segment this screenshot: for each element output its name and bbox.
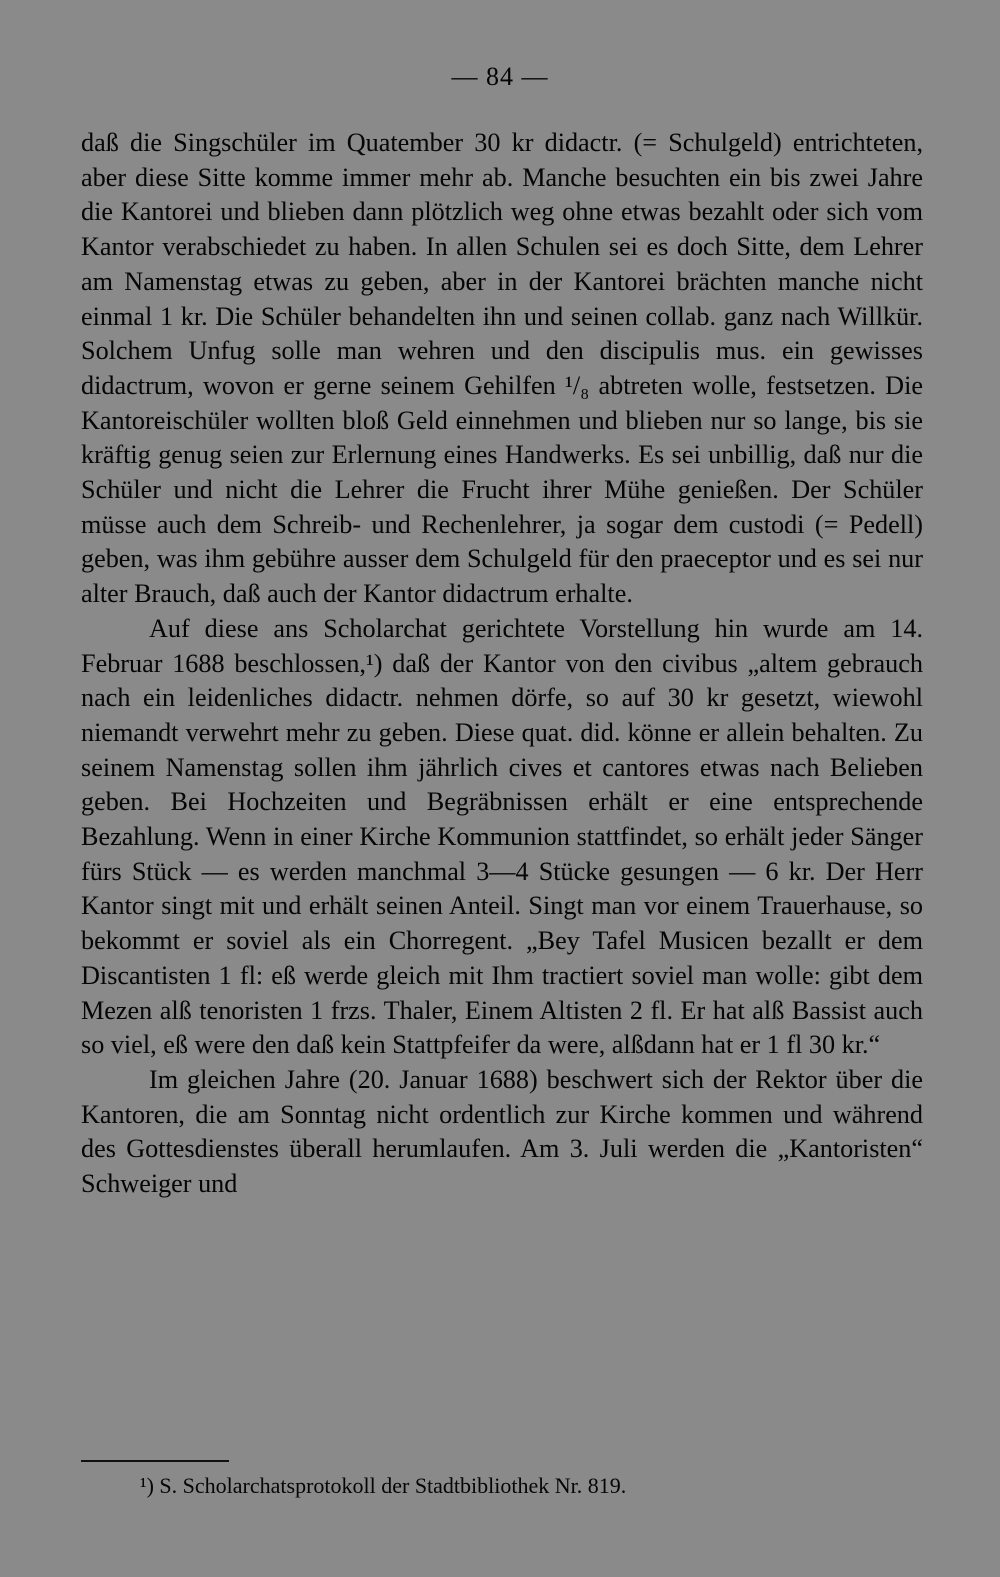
footnote-marker: ¹) <box>140 1473 154 1498</box>
footnote-text: S. Scholarchatsprotokoll der Stadtbibliothek Nr. 819. <box>159 1473 627 1498</box>
page-number: — 84 — <box>451 62 549 91</box>
paragraph-1: daß die Singschüler im Quatember 30 kr didactr. (= Schulgeld) entrichteten, aber diese Sitte komme immer mehr ab. Manche besuchten ein bis zwei Jahre die Kantorei und blieben dann plötzlich weg ohne etwas bezahlt oder sich vom Kantor verabschiedet zu haben. In allen Schulen sei es doch Sitte, dem Lehrer am Namenstag etwas zu geben, aber in der Kantorei brächten manche nicht einmal 1 kr. Die Schüler behandelten ihn und seinen collab. ganz nach Willkür. Solchem Unfug solle man wehren und den discipulis mus. ein gewisses didactrum, wovon er gerne seinem Gehilfen ¹/₈ abtreten wolle, festsetzen. Die Kantoreischüler wollten bloß Geld einnehmen und blieben nur so lange, bis sie kräftig genug seien zur Erlernung eines Handwerks. Es sei unbillig, daß nur die Schüler und nicht die Lehrer die Frucht ihrer Mühe genießen. Der Schüler müsse auch dem Schreib- und Rechenlehrer, ja sogar dem custodi (= Pedell) geben, was ihm gebühre ausser dem Schulgeld für den praeceptor und es sei nur alter Brauch, daß auch der Kantor didactrum erhalte. <box>81 128 923 609</box>
body-text <box>81 126 923 1202</box>
paragraph-3: Im gleichen Jahre (20. Januar 1688) beschwert sich der Rektor über die Kantoren, die am Sonntag nicht ordentlich zur Kirche kommen und während des Gottesdienstes überall herumlaufen. Am 3. Juli werden die „Kantoristen“ Schweiger und <box>81 1064 923 1199</box>
footnote-divider <box>81 1460 229 1462</box>
paragraph-2: Auf diese ans Scholarchat gerichtete Vorstellung hin wurde am 14. Februar 1688 beschlossen,¹) daß der Kantor von den civibus „altem gebrauch nach ein leidenliches didactr. nehmen dörfe, so auf 30 kr gesetzt, wiewohl niemandt verwehrt mehr zu geben. Diese quat. did. könne er allein behalten. Zu seinem Namenstag sollen ihm jährlich cives et cantores etwas nach Belieben geben. Bei Hochzeiten und Begräbnissen erhält er eine entsprechende Bezahlung. Wenn in einer Kirche Kommunion stattfindet, so erhält jeder Sänger fürs Stück — es werden manchmal 3—4 Stücke gesungen — 6 kr. Der Herr Kantor singt mit und erhält seinen Anteil. Singt man vor einem Trauerhause, so bekommt er soviel als ein Chorregent. „Bey Tafel Musicen bezallt er dem Discantisten 1 fl: eß werde gleich mit Ihm tractiert soviel man wolle: gibt dem Mezen alß tenoristen 1 frzs. Thaler, Einem Altisten 2 fl. Er hat alß Bassist auch so viel, eß were den daß kein Stattpfeifer da were, alßdann hat er 1 fl 30 kr.“ <box>81 613 923 1060</box>
footnote <box>140 1472 626 1500</box>
